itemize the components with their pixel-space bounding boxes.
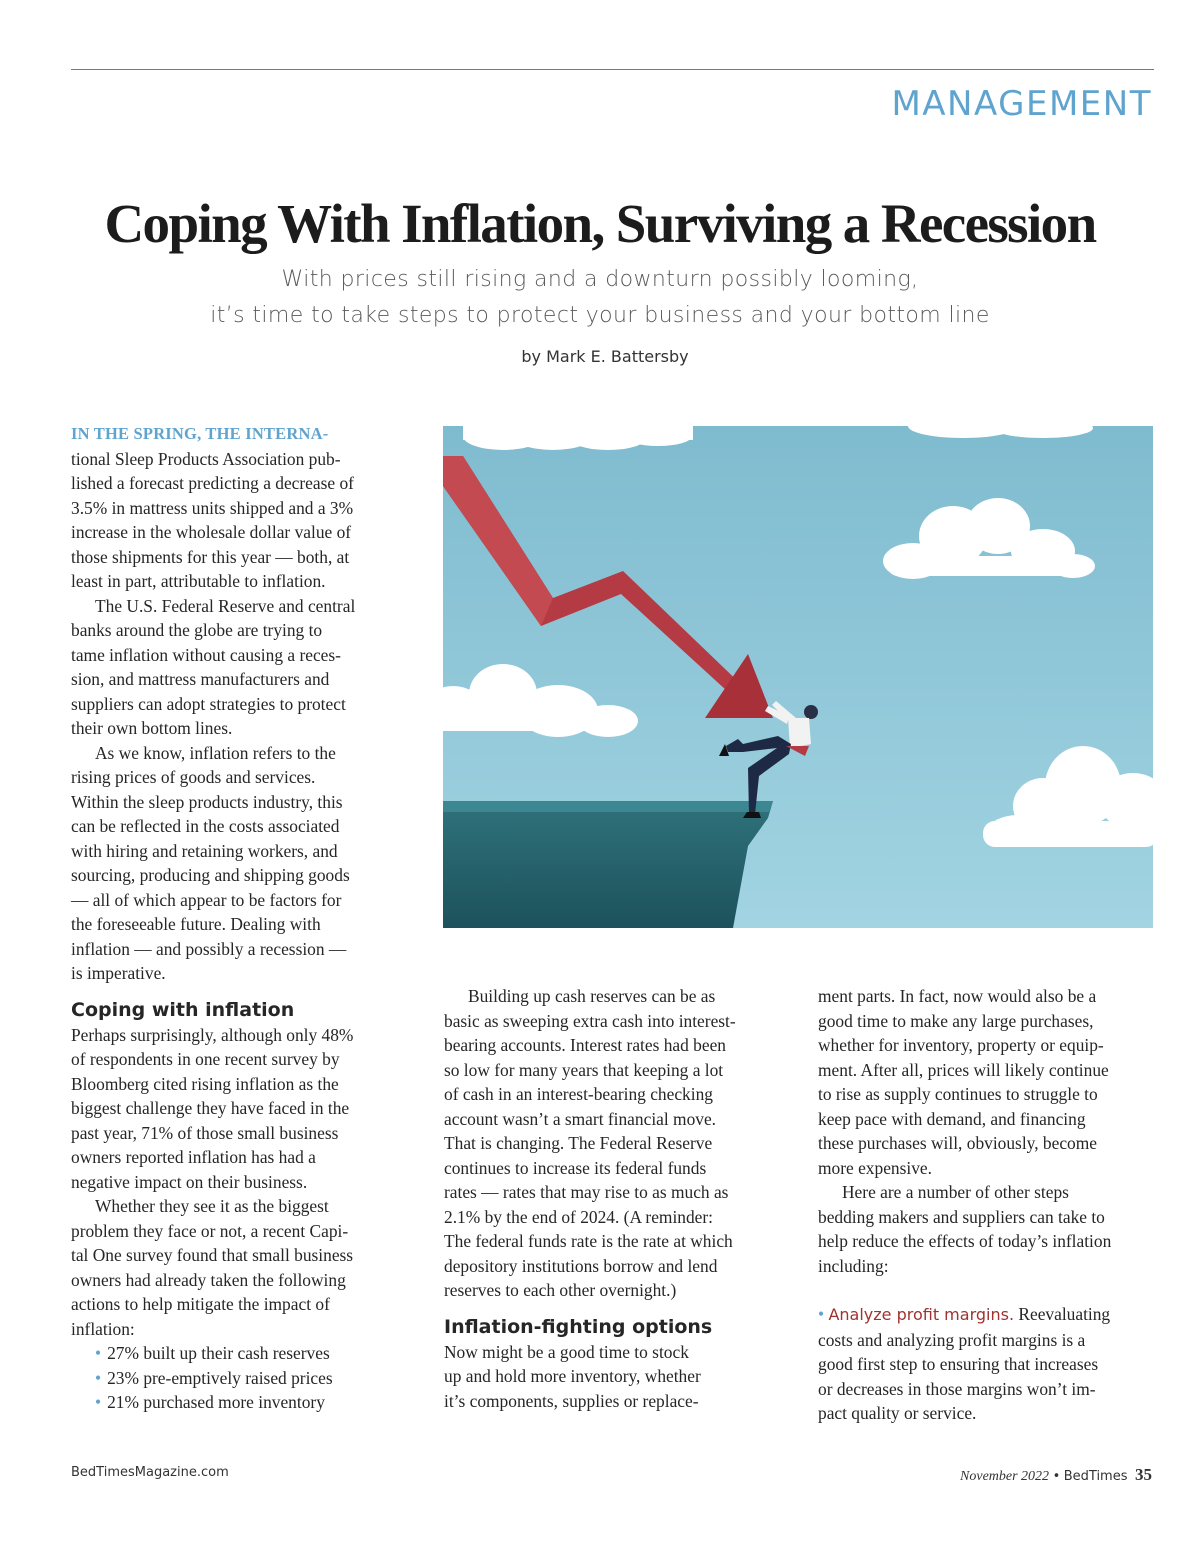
subhead-coping-with-inflation: Coping with inflation	[71, 998, 295, 1021]
text-line: Reevaluating	[1014, 1304, 1111, 1324]
text-line: is imperative.	[71, 963, 166, 983]
column-3	[818, 984, 1154, 1426]
paragraph-8	[818, 984, 1154, 1180]
text-line: biggest challenge they have faced in the	[71, 1098, 350, 1118]
article-title: Coping With Inflation, Surviving a Recession	[104, 193, 1096, 254]
text-line: That is changing. The Federal Reserve	[444, 1133, 713, 1153]
text-line: 2.1% by the end of 2024. (A reminder:	[444, 1206, 714, 1227]
text-line: The U.S. Federal Reserve and central	[95, 595, 356, 616]
text-line: can be reflected in the costs associated	[71, 816, 340, 836]
text-line: least in part, attributable to inflation.	[71, 571, 326, 591]
text-line: inflation — and possibly a recession —	[71, 938, 347, 959]
text-line: ment parts. In fact, now would also be a	[818, 986, 1097, 1006]
text-line: banks around the globe are trying to	[71, 620, 323, 640]
text-line: tional Sleep Products Association pub-	[71, 448, 341, 469]
paragraph-7	[444, 1340, 780, 1414]
text-line: Bloomberg cited rising inflation as the	[71, 1073, 339, 1094]
text-line: 3.5% in mattress units shipped and a 3%	[71, 497, 354, 518]
text-line: the foreseeable future. Dealing with	[71, 914, 321, 934]
text-line: continues to increase its federal funds	[444, 1157, 707, 1178]
column-1	[71, 421, 403, 1415]
survey-bullet-list	[71, 1341, 403, 1415]
text-line: up and hold more inventory, whether	[444, 1366, 701, 1386]
text-line: Now might be a good time to stock	[444, 1341, 689, 1362]
footer-date: November 2022	[960, 1469, 1050, 1484]
page-number: 35	[1135, 1465, 1152, 1484]
text-line: problem they face or not, a recent Capi-	[71, 1220, 349, 1241]
paragraph-3	[71, 741, 403, 986]
paragraph-4	[71, 1023, 403, 1195]
text-line: depository institutions borrow and lend	[444, 1255, 718, 1276]
footer-folio	[960, 1465, 1152, 1485]
text-line: tal One survey found that small business	[71, 1245, 354, 1265]
bullet-icon: •	[818, 1304, 829, 1324]
text-line: As we know, inflation refers to the	[95, 742, 336, 763]
text-line: basic as sweeping extra cash into interest-	[444, 1010, 736, 1031]
column-2	[444, 984, 780, 1413]
text-line: owners had already taken the following	[71, 1269, 346, 1290]
text-line: it’s components, supplies or replace-	[444, 1390, 699, 1411]
paragraph-10	[818, 1302, 1154, 1426]
section-label: MANAGEMENT	[891, 84, 1152, 124]
text-line: to rise as supply continues to struggle to	[818, 1084, 1098, 1104]
text-line: good first step to ensuring that increases	[818, 1354, 1099, 1374]
text-line: Here are a number of other steps	[842, 1182, 1069, 1202]
paragraph-9	[818, 1180, 1154, 1278]
text-line: their own bottom lines.	[71, 718, 233, 738]
text-line: costs and analyzing profit margins is a	[818, 1329, 1086, 1350]
text-line: of respondents in one recent survey by	[71, 1049, 340, 1069]
subhead-inflation-fighting-options: Inflation-fighting options	[444, 1315, 713, 1338]
text-line: Perhaps surprisingly, although only 48%	[71, 1024, 354, 1045]
text-line: bearing accounts. Interest rates had been	[444, 1035, 726, 1055]
text-line: whether for inventory, property or equip-	[818, 1035, 1104, 1055]
paragraph-6	[444, 984, 780, 1303]
text-line: suppliers can adopt strategies to protect	[71, 693, 346, 714]
bullet-heading: Analyze profit margins.	[828, 1305, 1015, 1324]
text-line: sourcing, producing and shipping goods	[71, 865, 350, 885]
text-line: Building up cash reserves can be as	[468, 986, 716, 1006]
text-line: more expensive.	[818, 1157, 932, 1178]
text-line: The federal funds rate is the rate at which	[444, 1231, 733, 1251]
text-line: with hiring and retaining workers, and	[71, 840, 338, 861]
text-line: Whether they see it as the biggest	[95, 1196, 329, 1216]
text-line: sion, and mattress manufacturers and	[71, 669, 330, 689]
cliff-icon	[443, 801, 773, 928]
text-line: lished a forecast predicting a decrease of	[71, 473, 354, 493]
text-line: inflation:	[71, 1318, 135, 1339]
text-line: increase in the wholesale dollar value of	[71, 522, 352, 542]
text-line: ment. After all, prices will likely continue	[818, 1059, 1109, 1080]
list-item: • 21% purchased more inventory	[95, 1390, 403, 1415]
list-item: • 23% pre-emptively raised prices	[95, 1366, 403, 1391]
text-line: rates — rates that may rise to as much as	[444, 1182, 729, 1202]
footer-publication: BedTimes	[1063, 1469, 1128, 1484]
text-line: these purchases will, obviously, become	[818, 1133, 1097, 1153]
paragraph-1	[71, 421, 403, 594]
text-line: so low for many years that keeping a lot	[444, 1059, 724, 1080]
text-line: actions to help mitigate the impact of	[71, 1294, 330, 1314]
text-line: negative impact on their business.	[71, 1171, 308, 1192]
text-line: pact quality or service.	[818, 1403, 977, 1423]
text-line: account wasn’t a smart financial move.	[444, 1108, 717, 1129]
text-line: good time to make any large purchases,	[818, 1010, 1094, 1031]
text-line: owners reported inflation has had a	[71, 1147, 316, 1167]
text-line: past year, 71% of those small business	[71, 1122, 339, 1143]
byline: by Mark E. Battersby	[521, 347, 689, 366]
list-item: • 27% built up their cash reserves	[95, 1341, 403, 1366]
lead-in: IN THE SPRING, THE INTERNA-	[71, 424, 329, 443]
spacer	[818, 1278, 1154, 1302]
footer-website: BedTimesMagazine.com	[71, 1465, 229, 1480]
illustration-falling-arrow	[443, 426, 1153, 928]
header-rule	[71, 69, 1154, 70]
text-line: tame inflation without causing a reces-	[71, 644, 341, 665]
text-line: rising prices of goods and services.	[71, 767, 316, 787]
text-line: of cash in an interest-bearing checking	[444, 1084, 713, 1104]
text-line: including:	[818, 1255, 889, 1276]
paragraph-2	[71, 594, 403, 741]
text-line: keep pace with demand, and financing	[818, 1108, 1086, 1129]
text-line: reserves to each other overnight.)	[444, 1280, 677, 1300]
text-line: help reduce the effects of today’s inflation	[818, 1231, 1112, 1251]
illustration-svg	[443, 426, 1153, 928]
text-line: bedding makers and suppliers can take to	[818, 1206, 1105, 1227]
text-line: — all of which appear to be factors for	[71, 889, 342, 910]
article-deck-line-2: it’s time to take steps to protect your business and your bottom line	[210, 303, 990, 328]
paragraph-5	[71, 1194, 403, 1341]
footer-separator: •	[1052, 1469, 1061, 1484]
text-line: those shipments for this year — both, at	[71, 546, 350, 567]
text-line: or decreases in those margins won’t im-	[818, 1378, 1096, 1399]
text-line: Within the sleep products industry, this	[71, 791, 343, 812]
article-deck-line-1: With prices still rising and a downturn possibly looming,	[281, 267, 919, 292]
